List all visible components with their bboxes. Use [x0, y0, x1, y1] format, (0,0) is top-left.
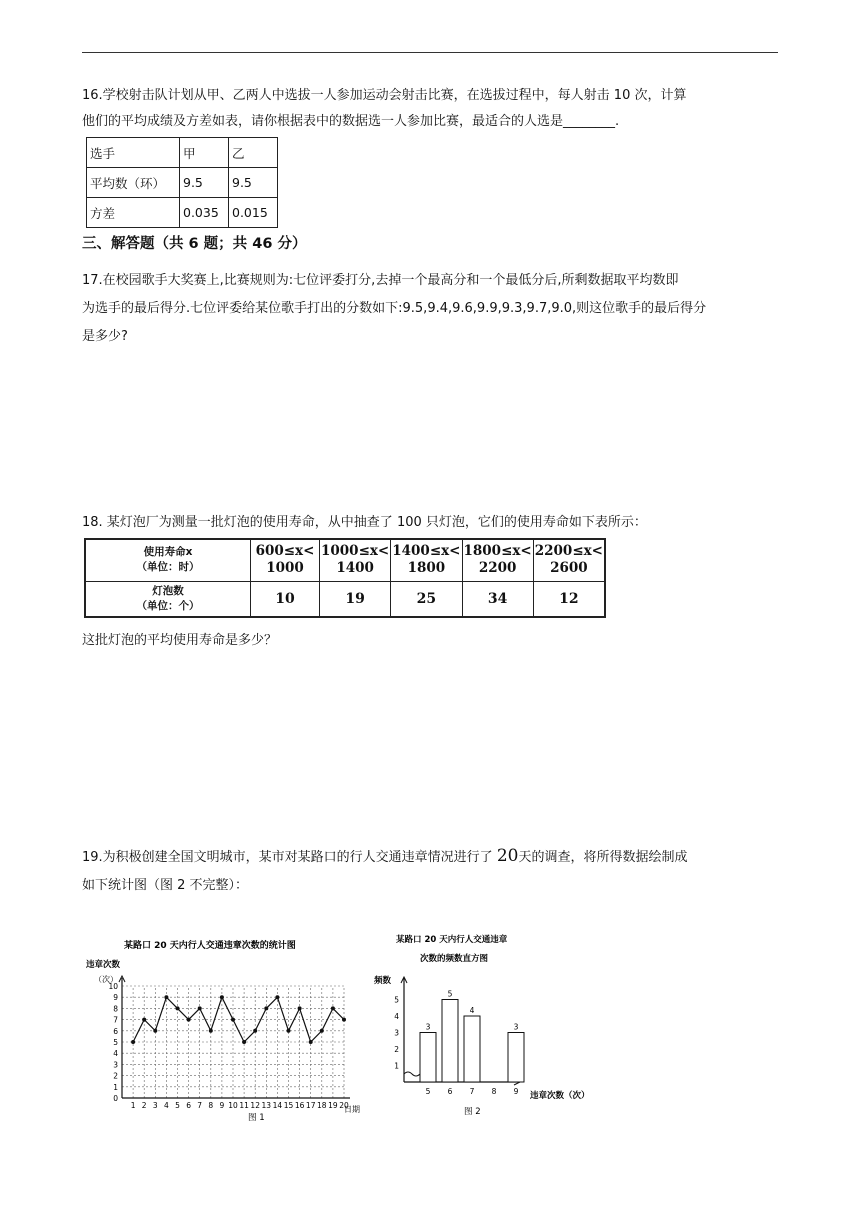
- q18-question: 这批灯泡的平均使用寿命是多少？: [82, 633, 278, 648]
- bar-data-label: 3: [513, 1022, 519, 1032]
- data-point: [253, 1029, 257, 1033]
- bar-data-label: 4: [469, 1006, 475, 1015]
- y-tick-label: 6: [113, 1026, 118, 1036]
- data-point: [142, 1018, 146, 1022]
- y-tick-label: 5: [394, 995, 399, 1005]
- x-tick-label: 20: [339, 1101, 349, 1110]
- count-cell: 10: [251, 581, 320, 617]
- x-tick-label: 11: [239, 1101, 249, 1110]
- q19-day-count: 20: [496, 846, 519, 866]
- range-top: 2200≤x<: [534, 543, 603, 560]
- row1-label-line2: （单位：时）: [136, 561, 200, 574]
- data-point: [176, 1006, 180, 1010]
- y-tick-label: 8: [113, 1004, 118, 1014]
- range-bottom: 1000: [266, 560, 304, 577]
- chart1-ylabel: 违章次数: [86, 960, 121, 970]
- table-row: [87, 138, 278, 168]
- data-point: [320, 1029, 324, 1033]
- chart2-xlabel: 违章次数（次）: [530, 1091, 590, 1101]
- data-point: [342, 1018, 346, 1022]
- range-bottom: 1400: [336, 560, 374, 577]
- range-cell: [320, 539, 391, 581]
- y-tick-label: 1: [394, 1061, 399, 1071]
- x-tick-label: 12: [250, 1101, 260, 1110]
- q18-line1: 18. 某灯泡厂为测量一批灯泡的使用寿命，从中抽查了 100 只灯泡，它们的使用寿命如下表所示：: [82, 515, 647, 530]
- figure-2-histogram: [370, 928, 610, 1122]
- histogram-bar: [420, 1033, 436, 1083]
- table-cell: 方差: [87, 198, 180, 228]
- data-point: [209, 1029, 213, 1033]
- x-tick-label: 8: [491, 1087, 497, 1096]
- range-cell: [533, 539, 605, 581]
- x-tick-label: 9: [513, 1087, 519, 1096]
- x-tick-label: 14: [272, 1101, 283, 1110]
- data-point: [242, 1040, 246, 1044]
- q19-line1: [82, 842, 782, 872]
- q16-line1: 16.学校射击队计划从甲、乙两人中选拔一人参加运动会射击比赛，在选拔过程中，每人射击 10 次，计算: [82, 88, 687, 103]
- data-point: [275, 995, 279, 999]
- table-row: [87, 168, 278, 198]
- table-cell: 平均数（环）: [87, 168, 180, 198]
- row2-label-line2: （单位：个）: [136, 599, 200, 612]
- axis-break-mark: [404, 1072, 420, 1076]
- x-tick-label: 5: [425, 1087, 431, 1096]
- data-point: [164, 995, 168, 999]
- range-cell: [251, 539, 320, 581]
- x-tick-label: 10: [228, 1101, 238, 1110]
- x-tick-label: 7: [197, 1101, 203, 1110]
- y-tick-label: 4: [394, 1012, 399, 1021]
- y-tick-label: 10: [108, 982, 118, 991]
- table-row: [85, 581, 605, 617]
- q19-line1-a: 19.为积极创建全国文明城市，某市对某路口的行人交通违章情况进行了: [82, 850, 493, 865]
- chart2-caption: 图 2: [464, 1107, 481, 1117]
- range-bottom: 2600: [550, 560, 588, 577]
- chart1-yunit: （次）: [94, 975, 118, 984]
- y-tick-label: 0: [113, 1094, 118, 1103]
- x-tick-label: 7: [469, 1087, 475, 1096]
- data-point: [220, 995, 224, 999]
- figure-1-line-chart: [82, 930, 382, 1122]
- histogram-bar: [442, 1000, 458, 1083]
- header-rule: [82, 52, 778, 53]
- x-tick-label: 13: [261, 1101, 272, 1110]
- chart1-title: 某路口 20 天内行人交通违章次数的统计图: [124, 941, 296, 951]
- chart2-title-line1: 某路口 20 天内行人交通违章: [396, 935, 508, 945]
- x-tick-label: 5: [175, 1101, 180, 1110]
- histogram-bar: [508, 1033, 524, 1083]
- y-tick-label: 3: [394, 1028, 399, 1038]
- table-header-cell: [85, 581, 251, 617]
- q16-line2: 他们的平均成绩及方差如表，请你根据表中的数据选一人参加比赛，最适合的人选是________.: [82, 114, 620, 129]
- data-point: [153, 1029, 157, 1033]
- count-cell: 12: [533, 581, 605, 617]
- bar-data-label: 3: [425, 1022, 431, 1032]
- q19-text: [82, 842, 782, 900]
- range-cell: [391, 539, 462, 581]
- count-cell: 34: [462, 581, 533, 617]
- count-cell: 19: [320, 581, 391, 617]
- range-top: 600≤x<: [255, 543, 315, 560]
- q16-text: [82, 83, 782, 135]
- chart2-ylabel: 频数: [374, 976, 392, 986]
- q17-line3: 是多少?: [82, 329, 128, 344]
- range-bottom: 1800: [407, 560, 446, 577]
- y-tick-label: 9: [113, 993, 118, 1003]
- row1-label-line1: 使用寿命x: [143, 546, 193, 559]
- table-cell: 0.035: [180, 198, 229, 228]
- table-cell: 0.015: [229, 198, 278, 228]
- y-tick-label: 2: [113, 1071, 118, 1081]
- table-cell: 9.5: [229, 168, 278, 198]
- table-header-cell: [85, 539, 251, 581]
- range-top: 1000≤x<: [321, 543, 390, 560]
- chart1-xlabel: 日期: [344, 1105, 360, 1114]
- table-cell: 乙: [229, 138, 278, 168]
- y-tick-label: 1: [113, 1082, 118, 1092]
- y-tick-label: 4: [113, 1049, 118, 1059]
- chart1-caption: 图 1: [248, 1113, 265, 1122]
- x-tick-label: 16: [294, 1101, 305, 1110]
- q19-line2: 如下统计图（图 2 不完整）：: [82, 878, 249, 893]
- x-tick-label: 1: [130, 1101, 136, 1110]
- range-top: 1400≤x<: [392, 543, 461, 560]
- count-cell: 25: [391, 581, 462, 617]
- y-tick-label: 5: [113, 1038, 118, 1047]
- range-cell: [462, 539, 533, 581]
- data-point: [264, 1006, 268, 1010]
- table-row: [87, 198, 278, 228]
- table-row: [85, 539, 605, 581]
- q19-line1-b: 天的调查，将所得数据绘制成: [518, 850, 688, 865]
- section-heading: 三、解答题（共 6 题；共 46 分）: [82, 236, 307, 252]
- x-tick-label: 18: [317, 1101, 327, 1110]
- q16-table: [86, 137, 278, 228]
- x-tick-label: 17: [305, 1101, 316, 1110]
- x-tick-label: 19: [328, 1101, 338, 1110]
- x-tick-label: 3: [152, 1101, 158, 1110]
- x-tick-label: 6: [447, 1087, 453, 1096]
- chart2-title-line2: 次数的频数直方图: [420, 954, 489, 964]
- table-cell: 9.5: [180, 168, 229, 198]
- table-cell: 甲: [180, 138, 229, 168]
- histogram-bar: [464, 1016, 480, 1082]
- x-tick-label: 8: [208, 1101, 214, 1110]
- q17-line1: 17.在校园歌手大奖赛上,比赛规则为:七位评委打分,去掉一个最高分和一个最低分后,所剩数据取平均数即: [82, 273, 679, 288]
- q17-line2: 为选手的最后得分.七位评委给某位歌手打出的分数如下:9.5,9.4,9.6,9.9,9.3,9.7,9.0,则这位歌手的最后得分: [82, 301, 707, 316]
- x-tick-label: 6: [186, 1101, 191, 1110]
- y-tick-label: 2: [394, 1045, 399, 1054]
- data-point: [131, 1040, 135, 1044]
- x-tick-label: 4: [164, 1101, 169, 1110]
- data-point: [231, 1018, 235, 1022]
- row2-label-line1: 灯泡数: [152, 584, 184, 597]
- bar-data-label: 5: [447, 989, 453, 999]
- table-cell: 选手: [87, 138, 180, 168]
- y-tick-label: 3: [113, 1060, 118, 1070]
- q17-text: [82, 267, 782, 351]
- data-point: [298, 1006, 302, 1010]
- data-point: [309, 1040, 313, 1044]
- y-tick-label: 7: [113, 1015, 118, 1025]
- data-point: [187, 1018, 191, 1022]
- x-tick-label: 2: [141, 1101, 147, 1110]
- data-point: [331, 1006, 335, 1010]
- data-point: [287, 1029, 291, 1033]
- data-point: [198, 1006, 202, 1010]
- range-bottom: 2200: [478, 560, 517, 577]
- x-tick-label: 15: [283, 1101, 294, 1110]
- x-tick-label: 9: [219, 1101, 225, 1110]
- range-top: 1800≤x<: [463, 543, 532, 560]
- q18-table: [84, 538, 606, 618]
